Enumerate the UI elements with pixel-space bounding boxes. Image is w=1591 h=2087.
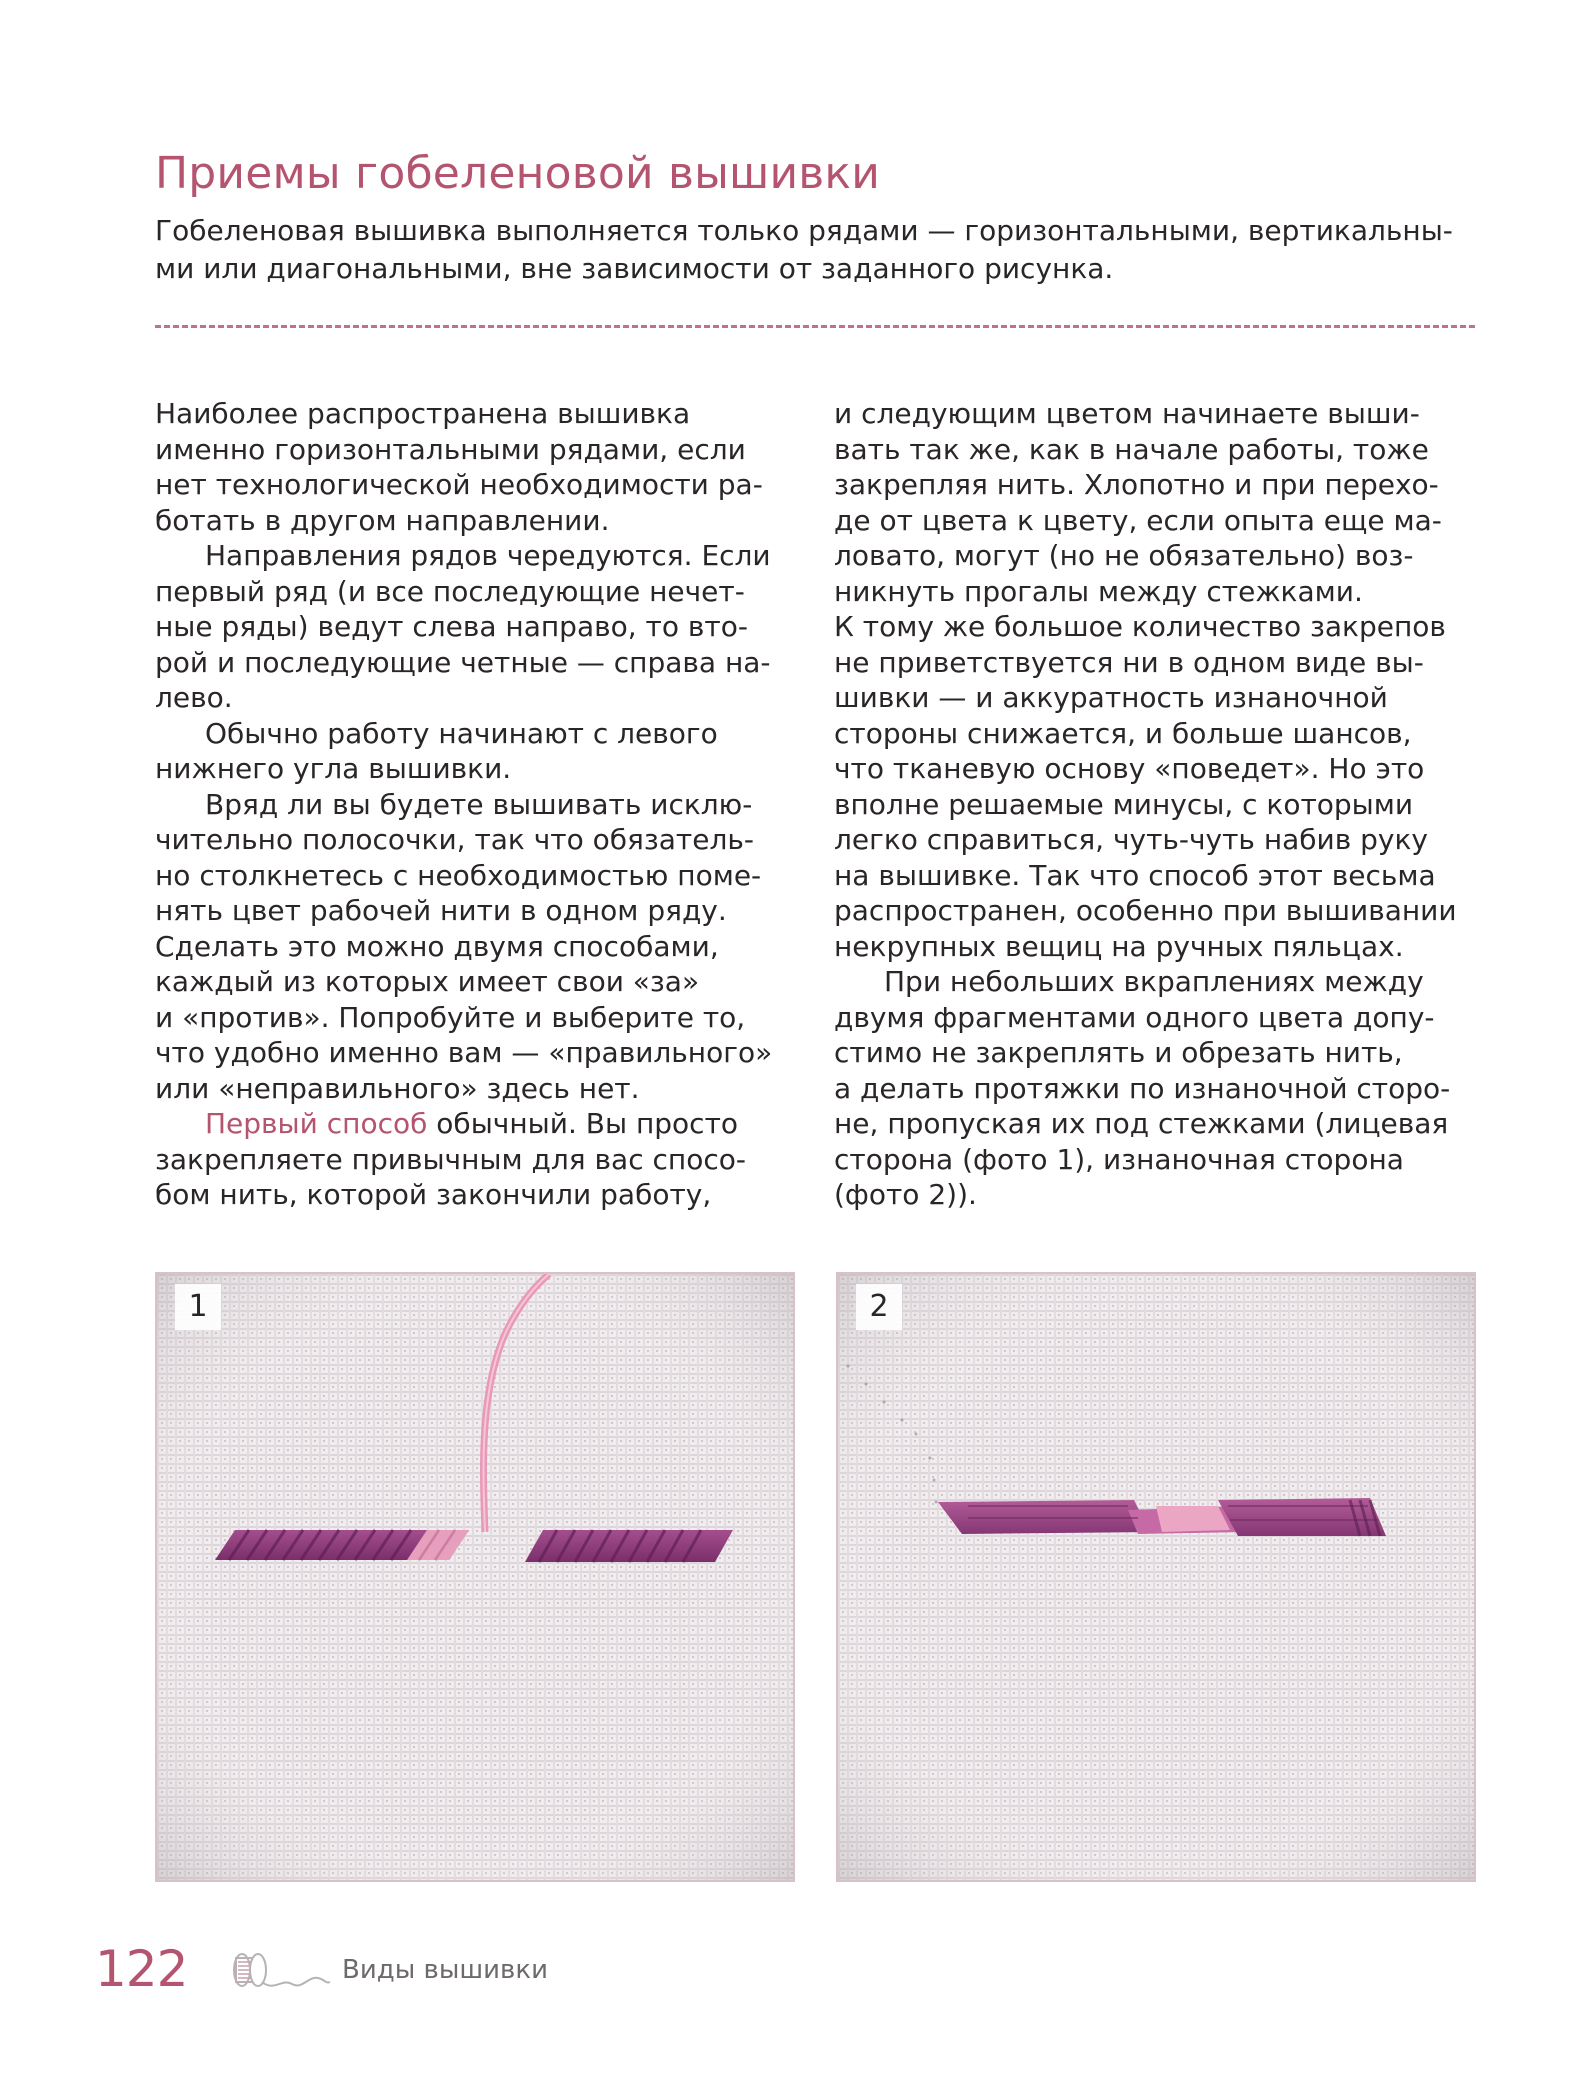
text-line: чительно полосочки, так что обязатель-	[155, 823, 754, 856]
text-line: де от цвета к цвету, если опыта еще ма-	[834, 503, 1442, 537]
dashed-divider	[155, 325, 1475, 328]
text-line: К тому же большое количество закрепов	[834, 610, 1446, 643]
lead-paragraph	[155, 212, 1475, 288]
text-fragment: обычный. Вы просто	[427, 1107, 739, 1140]
left-text-column	[155, 396, 795, 1213]
photo-front-side	[155, 1272, 795, 1882]
text-line: каждый из которых имеет свои «за»	[155, 965, 700, 998]
text-line: (фото 2)).	[834, 1178, 977, 1211]
text-line: шивки — и аккуратность изнаночной	[834, 681, 1388, 714]
text-line: стороны снижается, и больше шансов,	[834, 716, 1412, 750]
text-line: Направления рядов чередуются. Если	[205, 539, 771, 572]
photo-number: 1	[175, 1284, 221, 1330]
embroidery-photo-illustration	[157, 1274, 793, 1880]
text-line: ные ряды) ведут слева направо, то вто-	[155, 610, 748, 643]
text-line: ботать в другом направлении.	[155, 503, 610, 537]
thread-spool-icon	[222, 1948, 332, 1994]
lead-line: Гобеленовая вышивка выполняется только рядами — горизонтальными, вертикальны-	[155, 214, 1453, 247]
text-line: или «неправильного» здесь нет.	[155, 1071, 640, 1105]
text-line: При небольших вкраплениях между	[884, 965, 1424, 998]
text-line: бом нить, которой закончили работу,	[155, 1178, 712, 1211]
text-line: рой и последующие четные — справа на-	[155, 645, 771, 679]
text-line: Обычно работу начинают с левого	[205, 716, 718, 750]
text-line: Наиболее распространена вышивка	[155, 397, 691, 430]
photo-back-side	[836, 1272, 1476, 1882]
text-line: Вряд ли вы будете вышивать исклю-	[205, 787, 753, 821]
text-line: что тканевую основу «поведет». Но это	[834, 752, 1425, 785]
text-line: закрепляя нить. Хлопотно и при перехо-	[834, 468, 1439, 501]
text-line: не приветствуется ни в одном виде вы-	[834, 645, 1424, 679]
text-line: никнуть прогалы между стежками.	[834, 574, 1363, 608]
text-line: распространен, особенно при вышивании	[834, 894, 1457, 927]
text-line: Сделать это можно двумя способами,	[155, 929, 719, 963]
text-line	[155, 1106, 795, 1142]
text-line: а делать протяжки по изнаночной сторо-	[834, 1071, 1451, 1105]
text-line: ловато, могут (но не обязательно) воз-	[834, 539, 1414, 572]
stitch-row-left	[215, 1530, 469, 1560]
page-title: Приемы гобеленовой вышивки	[155, 148, 880, 199]
photo-number: 2	[856, 1284, 902, 1330]
text-line: двумя фрагментами одного цвета допу-	[834, 1000, 1435, 1034]
text-line: и следующим цветом начинаете выши-	[834, 397, 1420, 430]
text-line: сторона (фото 1), изнаночная сторона	[834, 1142, 1404, 1176]
text-line: что удобно именно вам — «правильного»	[155, 1036, 773, 1069]
text-line: но столкнетесь с необходимостью поме-	[155, 858, 762, 892]
text-line: некрупных вещиц на ручных пяльцах.	[834, 929, 1404, 963]
text-line: вать так же, как в начале работы, тоже	[834, 432, 1429, 466]
text-line: и «против». Попробуйте и выберите то,	[155, 1000, 746, 1034]
text-line: нижнего угла вышивки.	[155, 752, 512, 785]
text-line: именно горизонтальными рядами, если	[155, 432, 746, 466]
text-line: нет технологической необходимости ра-	[155, 468, 763, 501]
text-line: нять цвет рабочей нити в одном ряду.	[155, 894, 727, 927]
text-line: первый ряд (и все последующие нечет-	[155, 574, 745, 608]
section-title: Виды вышивки	[342, 1955, 548, 1985]
text-line: вполне решаемые минусы, с которыми	[834, 787, 1414, 821]
text-line: стимо не закреплять и обрезать нить,	[834, 1036, 1403, 1069]
embroidery-photo-illustration	[838, 1274, 1474, 1880]
text-line: закрепляете привычным для вас спосо-	[155, 1142, 746, 1176]
text-line: лево.	[155, 681, 233, 714]
text-line: на вышивке. Так что способ этот весьма	[834, 858, 1436, 892]
text-line: не, пропуская их под стежками (лицевая	[834, 1107, 1449, 1140]
stitch-row-right	[525, 1530, 733, 1562]
first-method-label: Первый способ	[205, 1107, 428, 1140]
right-text-column	[834, 396, 1474, 1213]
page-number: 122	[95, 1940, 188, 1998]
text-line: легко справиться, чуть-чуть набив руку	[834, 823, 1428, 856]
lead-line: ми или диагональными, вне зависимости от заданного рисунка.	[155, 252, 1114, 285]
